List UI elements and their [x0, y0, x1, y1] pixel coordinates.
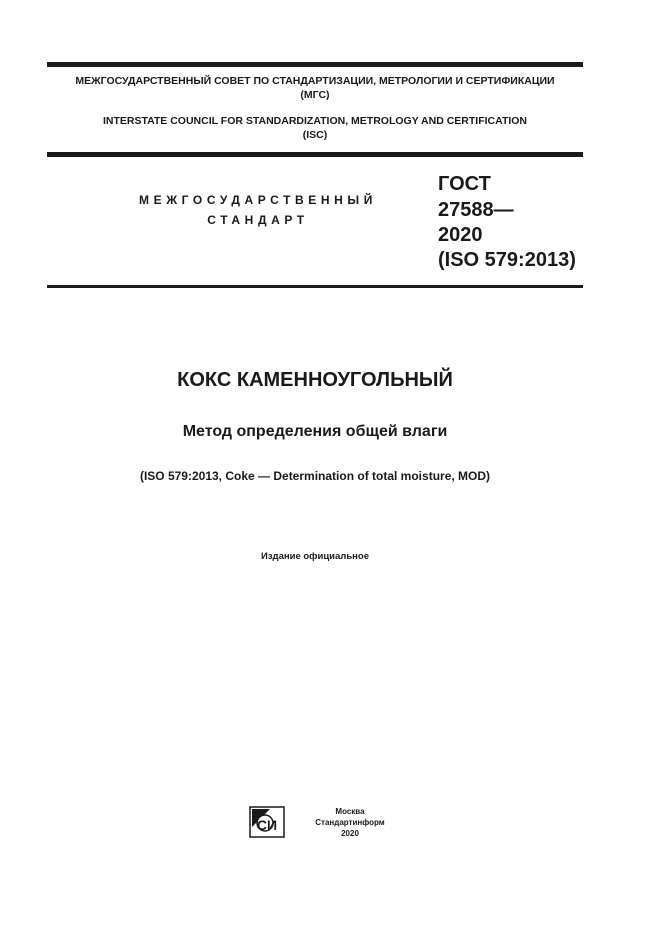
document-title: КОКС КАМЕННОУГОЛЬНЫЙ: [177, 369, 453, 391]
gost-designation-line-1: ГОСТ: [438, 173, 491, 195]
gost-designation-line-4: (ISO 579:2013): [438, 249, 576, 271]
edition-label: Издание официальное: [261, 551, 369, 562]
middle-rule: [47, 152, 583, 157]
standard-type-line-1: МЕЖГОСУДАРСТВЕННЫЙ: [139, 193, 377, 207]
top-rule: [47, 62, 583, 67]
iso-reference: (ISO 579:2013, Coke — Determination of total moisture, MOD): [139, 469, 491, 483]
standard-type-line-2: СТАНДАРТ: [207, 213, 309, 227]
standartinform-logo-icon: [249, 806, 285, 838]
gost-designation-line-2: 27588—: [438, 199, 514, 221]
council-name-en: INTERSTATE COUNCIL FOR STANDARDIZATION, METROLOGY AND CERTIFICATION: [102, 115, 528, 127]
logo-lettering: СИ: [256, 817, 278, 833]
council-name-ru: МЕЖГОСУДАРСТВЕННЫЙ СОВЕТ ПО СТАНДАРТИЗАЦИИ, МЕТРОЛОГИИ И СЕРТИФИКАЦИИ: [75, 75, 555, 87]
gost-designation-line-3: 2020: [438, 224, 483, 246]
publication-year: 2020: [341, 829, 359, 838]
document-subtitle: Метод определения общей влаги: [182, 423, 448, 440]
bottom-rule: [47, 285, 583, 288]
publisher-city: Москва: [335, 807, 365, 816]
council-abbr-en: (ISC): [302, 129, 328, 141]
council-abbr-ru: (МГС): [300, 89, 330, 101]
publisher-name: Стандартинформ: [315, 818, 385, 827]
